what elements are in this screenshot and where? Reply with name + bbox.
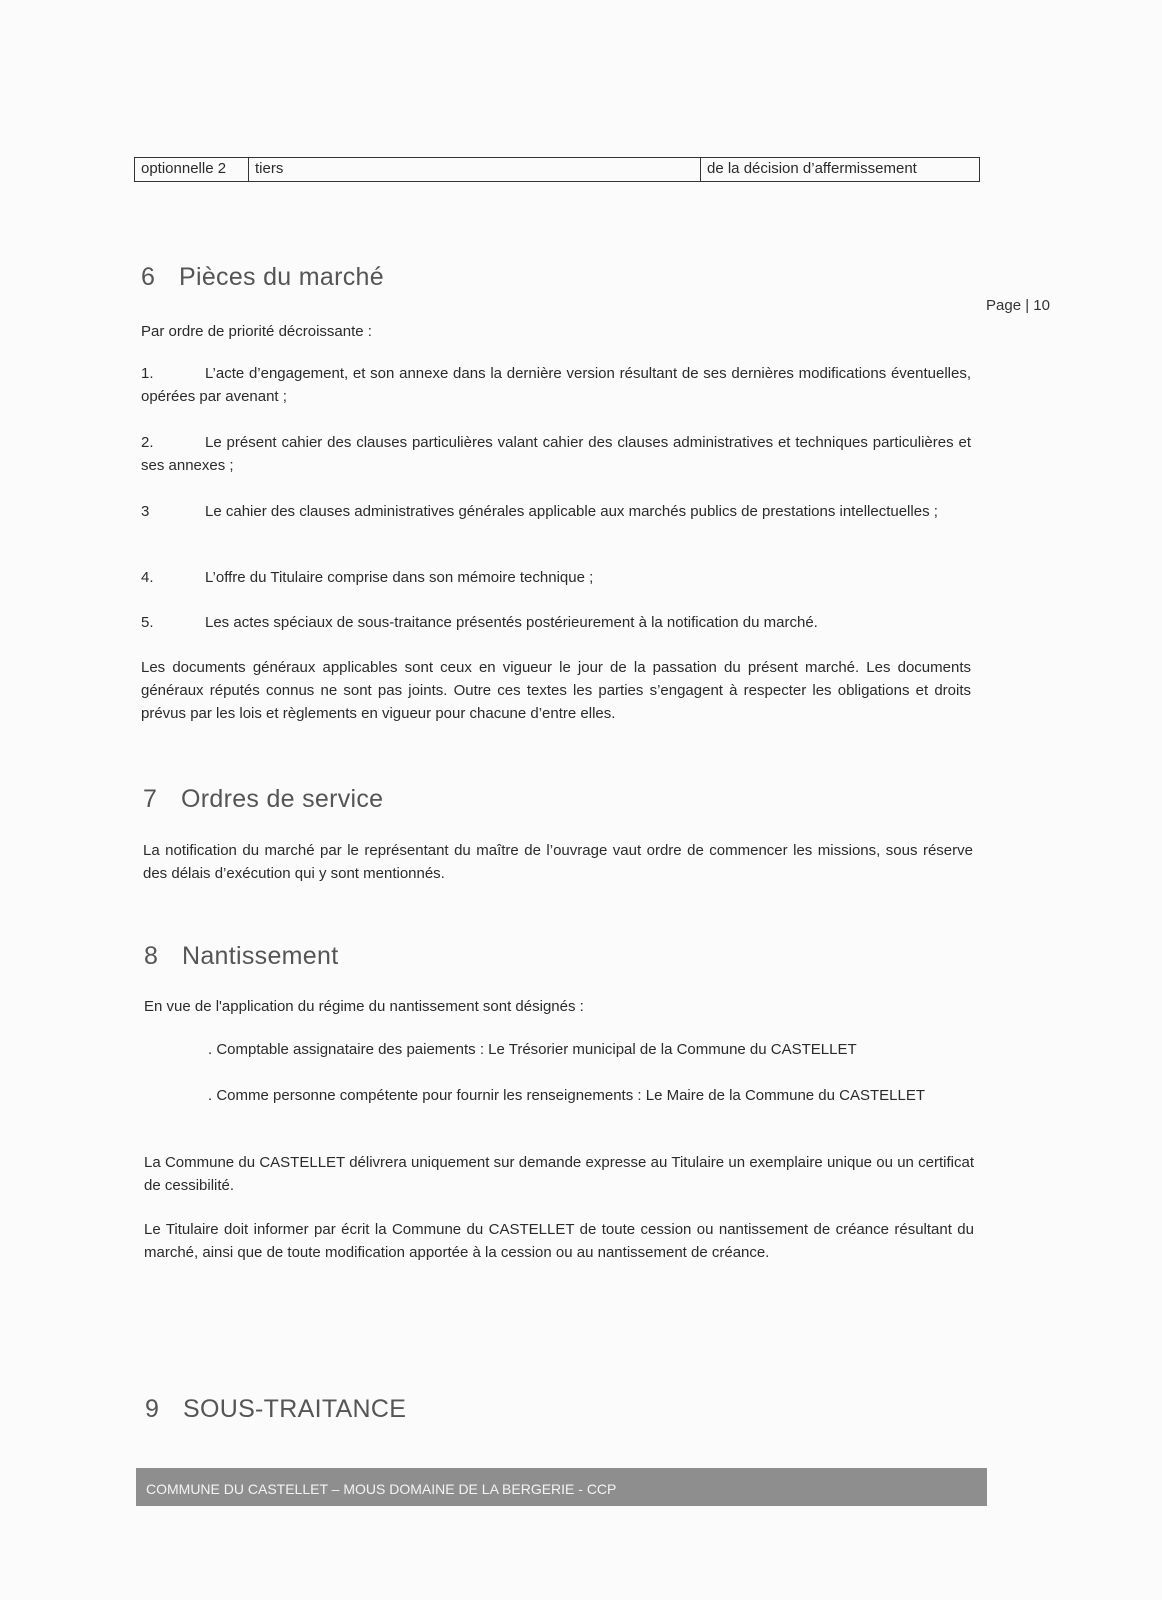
list-item-number: 2. (141, 434, 154, 451)
list-item-number: 4. (141, 569, 154, 586)
section-8-paragraph: Le Titulaire doit informer par écrit la Commune du CASTELLET de toute cession ou nantissement de créance résultant du marché, ainsi que de toute modification apportée à la cession ou au nantissement de créance. (144, 1221, 974, 1261)
designation-item: . Comptable assignataire des paiements : Le Trésorier municipal de la Commune du CASTELLET (208, 1041, 857, 1058)
section-number: 6 (141, 263, 156, 291)
designation-item: . Comme personne compétente pour fournir les renseignements : Le Maire de la Commune du CASTELLET (208, 1087, 926, 1104)
table-cell: tiers (249, 158, 701, 181)
list-item-number: 3 (141, 503, 150, 520)
section-number: 9 (145, 1395, 160, 1423)
list-item-number: 1. (141, 365, 154, 382)
section-7-heading (143, 785, 383, 814)
section-title: Ordres de service (181, 785, 384, 813)
list-item-text: L’acte d’engagement, et son annexe dans la dernière version résultant de ses dernières modifications éventuelles, opérées par avenant ; (141, 365, 971, 405)
table-cell: de la décision d’affermissement (707, 160, 917, 177)
section-7-text: La notification du marché par le représentant du maître de l’ouvrage vaut ordre de commencer les missions, sous réserve des délais d’exécution qui y sont mentionnés. (143, 842, 973, 882)
section-9-heading (145, 1395, 406, 1424)
section-title: Nantissement (182, 942, 339, 970)
list-item (141, 611, 971, 634)
list-item (141, 362, 971, 408)
list-item (141, 500, 971, 523)
list-item (141, 566, 971, 589)
list-item-number: 5. (141, 614, 154, 631)
footer-banner: COMMUNE DU CASTELLET – MOUS DOMAINE DE LA BERGERIE - CCP (136, 1468, 987, 1506)
page-number: Page | 10 (986, 297, 1050, 314)
section-6-intro: Par ordre de priorité décroissante : (141, 323, 372, 340)
section-8-heading (144, 942, 338, 971)
list-item-text: Le présent cahier des clauses particulières valant cahier des clauses administratives et techniques particulières et ses annexes ; (141, 434, 971, 474)
section-number: 8 (144, 942, 159, 970)
list-item-text: Les actes spéciaux de sous-traitance présentés postérieurement à la notification du marché. (205, 614, 818, 631)
section-number: 7 (143, 785, 158, 813)
list-item-text: L’offre du Titulaire comprise dans son mémoire technique ; (205, 569, 594, 586)
list-item-text: Le cahier des clauses administratives générales applicable aux marchés publics de prestations intellectuelles ; (205, 503, 938, 520)
section-6-heading (141, 263, 384, 292)
section-title: Pièces du marché (179, 263, 384, 291)
list-item (141, 431, 971, 477)
section-8-paragraph: La Commune du CASTELLET délivrera uniquement sur demande expresse au Titulaire un exemplaire unique ou un certificat de cessibilité. (144, 1154, 974, 1194)
table-cell: optionnelle 2 (135, 158, 249, 181)
table-fragment (134, 157, 980, 182)
section-title: SOUS-TRAITANCE (183, 1395, 407, 1423)
section-6-closing: Les documents généraux applicables sont ceux en vigueur le jour de la passation du présent marché. Les documents généraux réputés connus ne sont pas joints. Outre ces textes les parties s’engagent à respecter les obligations et droits prévus par les lois et règlements en vigueur pour chacune d’entre elles. (141, 659, 971, 722)
section-8-intro: En vue de l'application du régime du nantissement sont désignés : (144, 998, 584, 1015)
